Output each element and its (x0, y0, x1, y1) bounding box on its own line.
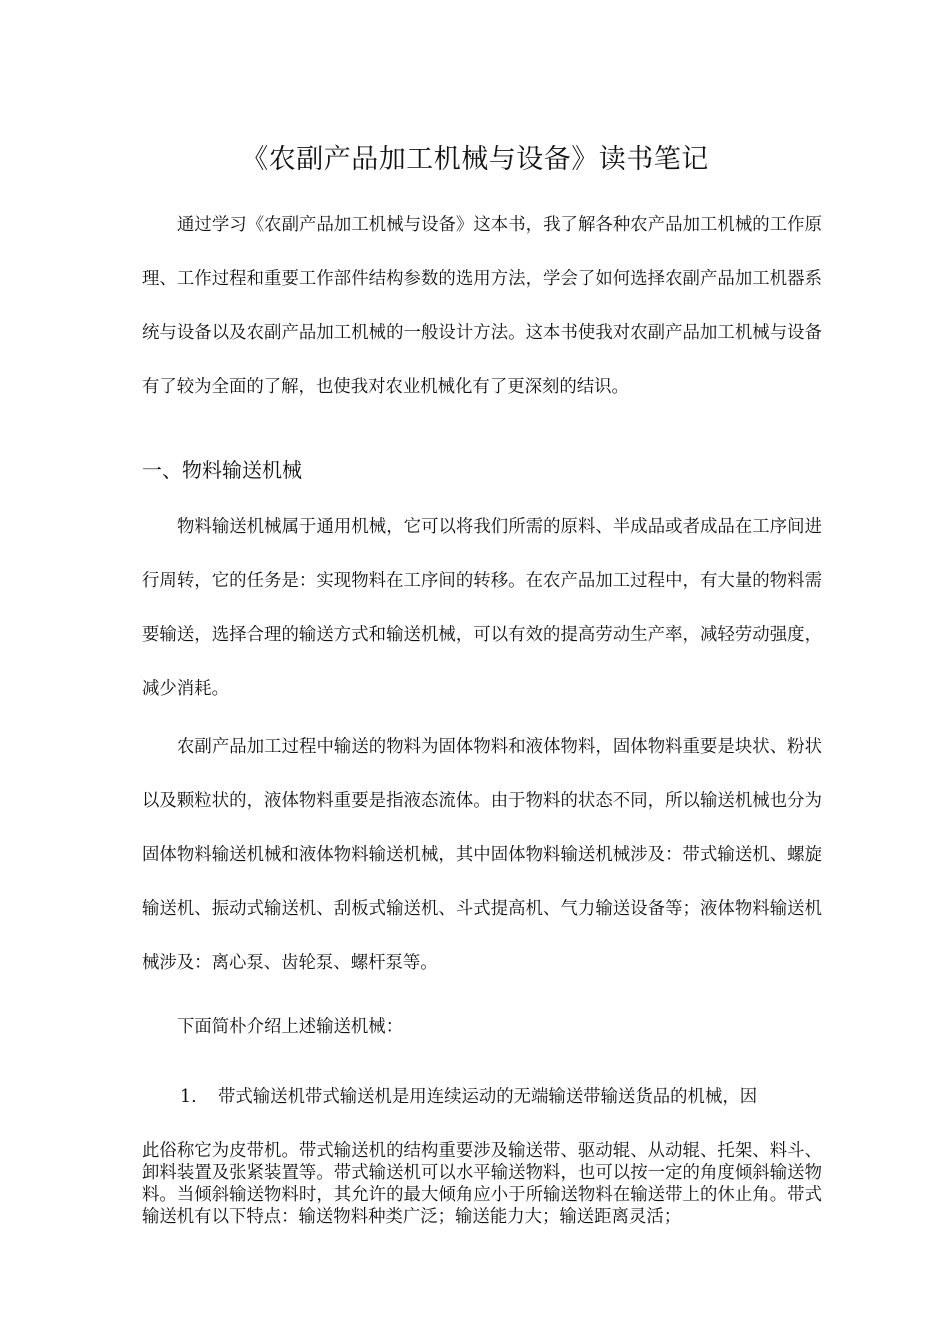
section-paragraph-3: 下面简朴介绍上述输送机械： (177, 1017, 404, 1037)
document-title: 《农副产品加工机械与设备》读书笔记 (241, 144, 709, 175)
list-item-text: 带式输送机带式输送机是用连续运动的无端输送带输送货品的机械，因 (218, 1087, 758, 1107)
intro-paragraph: 通过学习《农副产品加工机械与设备》这本书，我了解各种农产品加工机械的工作原理、工作过程和重要工作部件结构参数的选用方法，学会了如何选择农副产品加工机器系统与设备以及农副产品加工机械的一般设计方法。这本书使我对农副产品加工机械与设备有了较为全面的了解，也使我对农业机械化有了更深刻的结识。 (142, 215, 822, 397)
list-item-number: 1. (180, 1087, 197, 1107)
section-heading: 一、物料输送机械 (142, 458, 302, 482)
list-item (180, 1082, 757, 1112)
list-item-continuation: 此俗称它为皮带机。带式输送机的结构重要涉及输送带、驱动辊、从动辊、托架、料斗、卸料装置及张紧装置等。带式输送机可以水平输送物料，也可以按一定的角度倾斜输送物料。当倾斜输送物料时，其允许的最大倾角应小于所输送物料在输送带上的休止角。带式输送机有以下特点：输送物料种类广泛；输送能力大；输送距离灵活； (142, 1141, 822, 1227)
section-paragraph-2: 农副产品加工过程中输送的物料为固体物料和液体物料，固体物料重要是块状、粉状以及颗粒状的，液体物料重要是指液态流体。由于物料的状态不同，所以输送机械也分为固体物料输送机械和液体物料输送机械，其中固体物料输送机械涉及：带式输送机、螺旋输送机、振动式输送机、刮板式输送机、斗式提高机、气力输送设备等；液体物料输送机械涉及：离心泵、齿轮泵、螺杆泵等。 (142, 737, 822, 973)
section-paragraph-1: 物料输送机械属于通用机械，它可以将我们所需的原料、半成品或者成品在工序间进行周转，它的任务是：实现物料在工序间的转移。在农产品加工过程中，有大量的物料需要输送，选择合理的输送方式和输送机械，可以有效的提高劳动生产率，减轻劳动强度，减少消耗。 (142, 517, 822, 699)
